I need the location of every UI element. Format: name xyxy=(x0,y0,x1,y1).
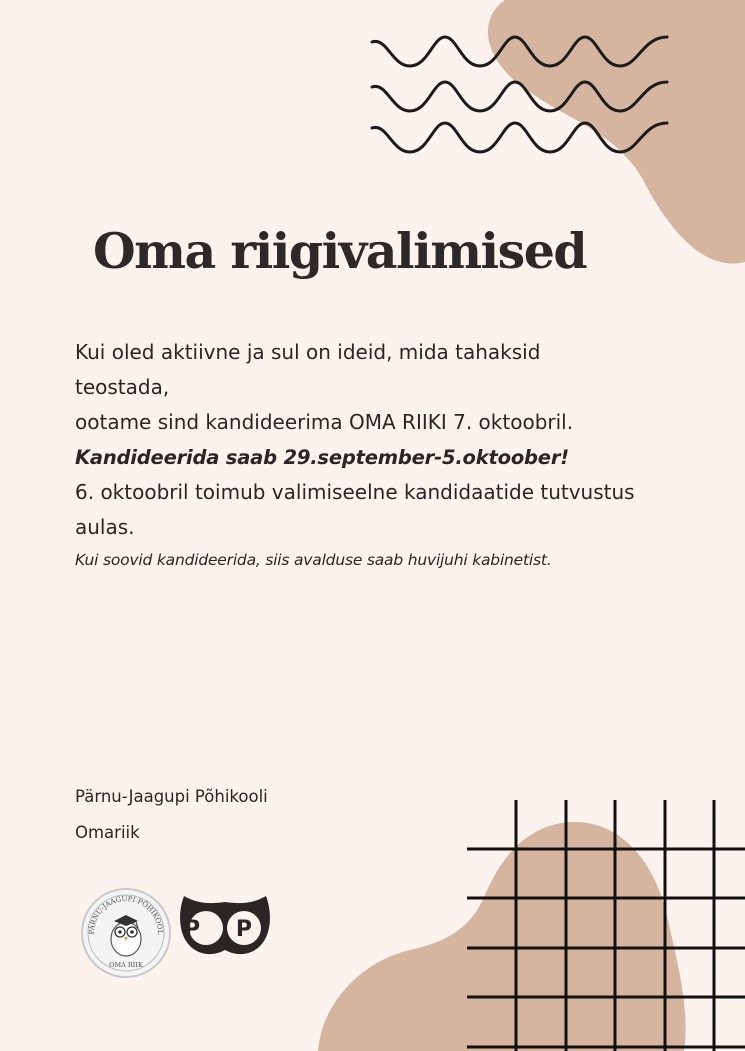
body-line-3: 6. oktoobril toimub valimiseelne kandidaatide tutvustus aulas. xyxy=(75,480,635,539)
bottom-blob xyxy=(318,822,686,1051)
deadline-highlight: Kandideerida saab 29.september-5.oktoober! xyxy=(75,446,569,469)
owl-pp-logo xyxy=(176,892,274,958)
signature xyxy=(75,779,268,851)
seal-top-text: PÄRNU-JAAGUPI PÕHIKOOL xyxy=(87,894,165,935)
body-line-2: ootame sind kandideerima OMA RIIKI 7. oktoobril. xyxy=(75,410,574,434)
school-name: Pärnu-Jaagupi Põhikooli xyxy=(75,787,268,806)
group-name: Omariik xyxy=(75,823,140,842)
school-seal-logo xyxy=(80,887,172,979)
owl-mascot-icon xyxy=(111,915,141,956)
owl-logo-letters: P P xyxy=(184,917,266,942)
page-title: Oma riigivalimised xyxy=(93,222,587,280)
invitation-text xyxy=(75,335,725,575)
seal-bottom-text: OMA RIIK xyxy=(109,961,143,969)
application-note: Kui soovid kandideerida, siis avalduse saab huvijuhi kabinetist. xyxy=(75,551,552,569)
body-line-1: Kui oled aktiivne ja sul on ideid, mida tahaksid teostada, xyxy=(75,340,541,399)
